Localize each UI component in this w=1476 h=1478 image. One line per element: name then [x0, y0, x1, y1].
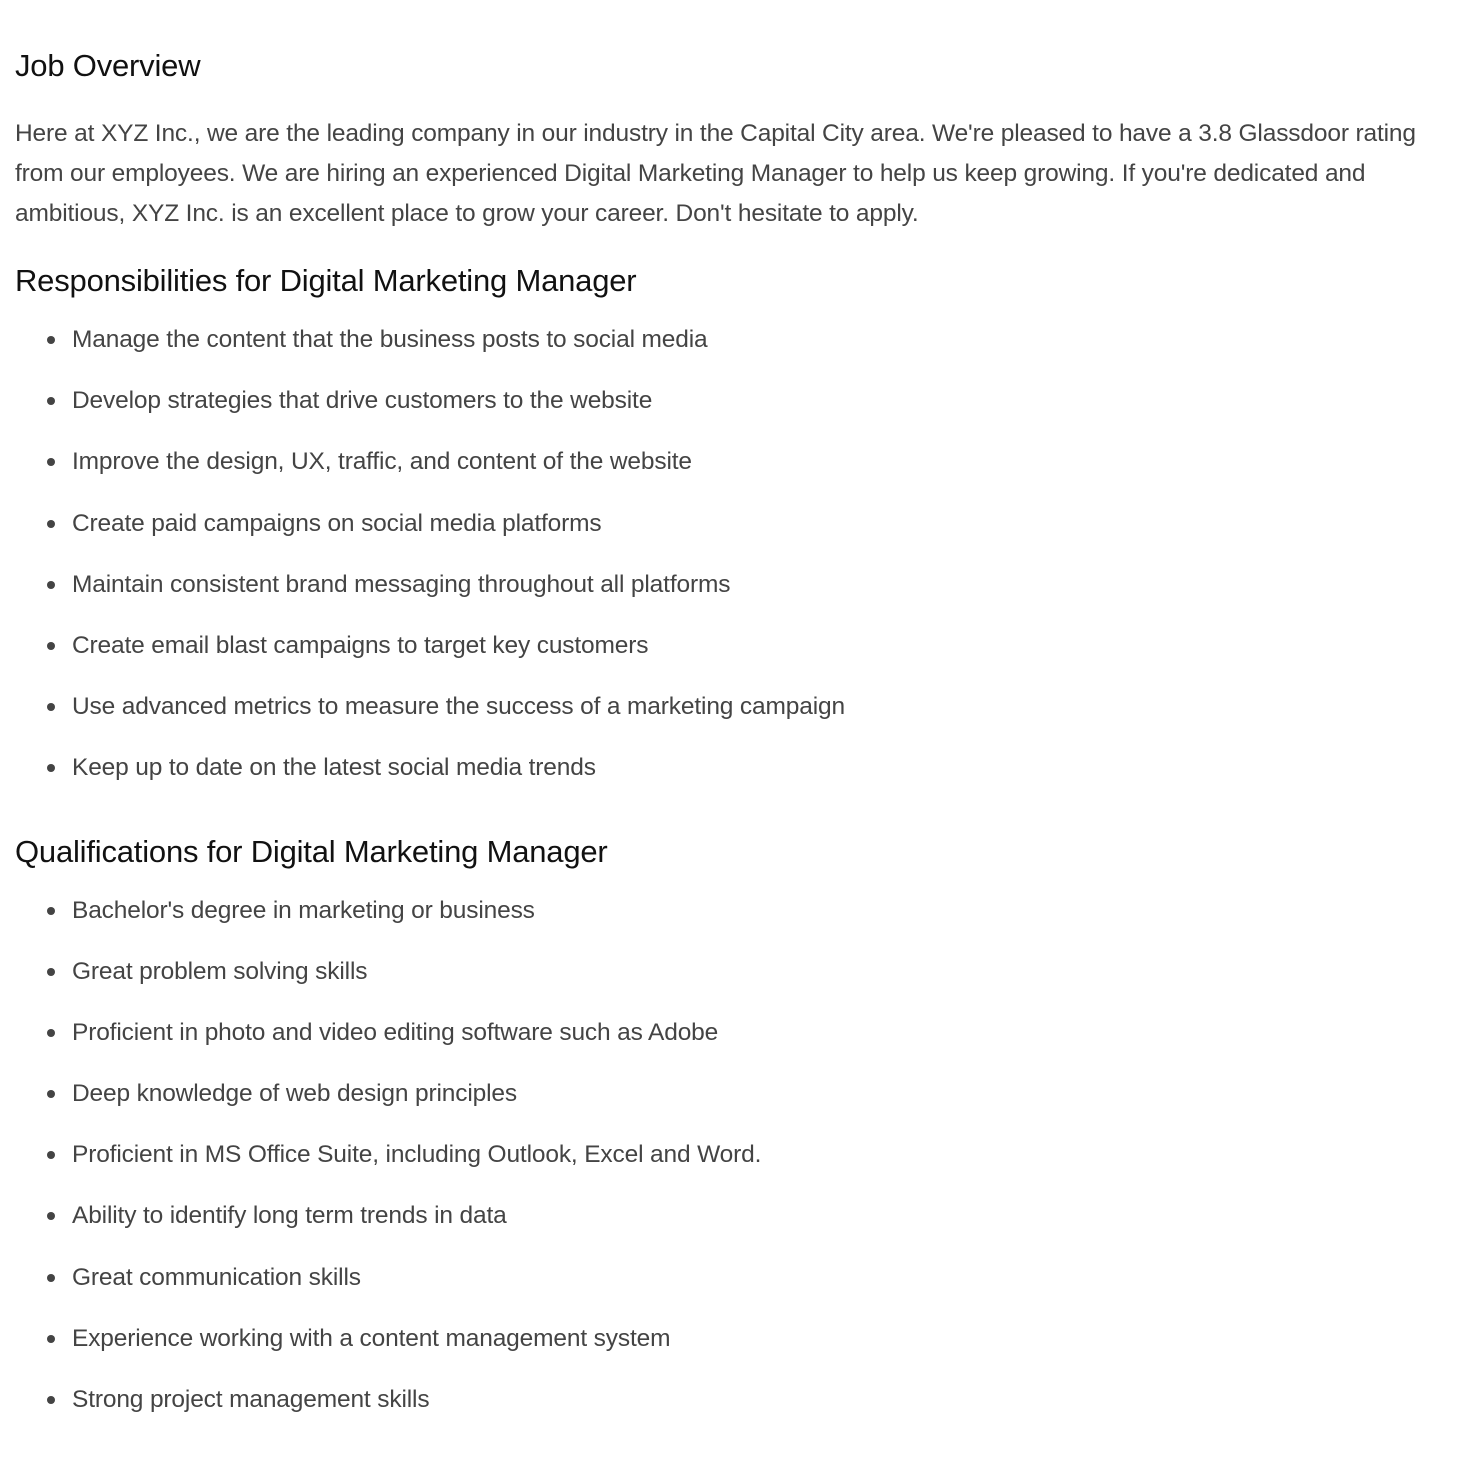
- bullet-icon: [47, 1396, 55, 1404]
- qualifications-heading: Qualifications for Digital Marketing Manager: [15, 833, 608, 869]
- bullet-icon: [47, 764, 55, 772]
- job-overview-heading: Job Overview: [15, 48, 201, 83]
- list-item: [15, 623, 1461, 684]
- qualifications-list: [15, 888, 1461, 1439]
- list-item: [15, 317, 1461, 378]
- list-item: [15, 949, 1461, 1010]
- list-item-text: Use advanced metrics to measure the success of a marketing campaign: [72, 693, 845, 721]
- list-item-text: Experience working with a content management system: [72, 1324, 671, 1352]
- list-item: [15, 888, 1461, 949]
- list-item: [15, 439, 1461, 500]
- bullet-icon: [47, 581, 55, 589]
- bullet-icon: [47, 703, 55, 711]
- list-item: [15, 501, 1461, 562]
- responsibilities-list: [15, 317, 1461, 807]
- bullet-icon: [47, 458, 55, 466]
- bullet-icon: [47, 336, 55, 344]
- list-item-text: Keep up to date on the latest social media trends: [72, 754, 596, 782]
- bullet-icon: [47, 968, 55, 976]
- list-item-text: Great problem solving skills: [72, 957, 368, 985]
- bullet-icon: [47, 520, 55, 528]
- list-item: [15, 1010, 1461, 1071]
- bullet-icon: [47, 1090, 55, 1098]
- list-item: [15, 1193, 1461, 1254]
- job-overview-paragraph: Here at XYZ Inc., we are the leading company in our industry in the Capital City area. We're pleased to have a 3.8 Glassdoor rating from our employees. We are hiring an experienced Digital Marketing Manager to help us keep growing. If you're dedicated and ambitious, XYZ Inc. is an excellent place to grow your career. Don't hesitate to apply.: [15, 120, 1416, 227]
- list-item: [15, 562, 1461, 623]
- list-item-text: Create email blast campaigns to target key customers: [72, 631, 649, 659]
- bullet-icon: [47, 907, 55, 915]
- list-item: [15, 1071, 1461, 1132]
- list-item: [15, 1132, 1461, 1193]
- list-item: [15, 1377, 1461, 1438]
- bullet-icon: [47, 1029, 55, 1037]
- list-item-text: Deep knowledge of web design principles: [72, 1080, 517, 1108]
- list-item-text: Great communication skills: [72, 1263, 361, 1291]
- list-item: [15, 1255, 1461, 1316]
- list-item: [15, 378, 1461, 439]
- bullet-icon: [47, 642, 55, 650]
- list-item: [15, 745, 1461, 806]
- bullet-icon: [47, 397, 55, 405]
- list-item-text: Improve the design, UX, traffic, and content of the website: [72, 448, 692, 476]
- responsibilities-heading: Responsibilities for Digital Marketing Manager: [15, 263, 637, 298]
- bullet-icon: [47, 1151, 55, 1159]
- bullet-icon: [47, 1335, 55, 1343]
- list-item-text: Strong project management skills: [72, 1386, 430, 1413]
- list-item-text: Ability to identify long term trends in data: [72, 1202, 507, 1230]
- list-item: [15, 684, 1461, 745]
- list-item-text: Bachelor's degree in marketing or business: [72, 896, 535, 924]
- list-item-text: Manage the content that the business posts to social media: [72, 326, 708, 353]
- list-item: [15, 1316, 1461, 1377]
- bullet-icon: [47, 1274, 55, 1282]
- list-item-text: Maintain consistent brand messaging throughout all platforms: [72, 570, 731, 598]
- list-item-text: Proficient in MS Office Suite, including Outlook, Excel and Word.: [72, 1141, 762, 1169]
- list-item-text: Proficient in photo and video editing software such as Adobe: [72, 1018, 719, 1046]
- bullet-icon: [47, 1212, 55, 1220]
- list-item-text: Create paid campaigns on social media platforms: [72, 509, 602, 537]
- list-item-text: Develop strategies that drive customers to the website: [72, 387, 653, 415]
